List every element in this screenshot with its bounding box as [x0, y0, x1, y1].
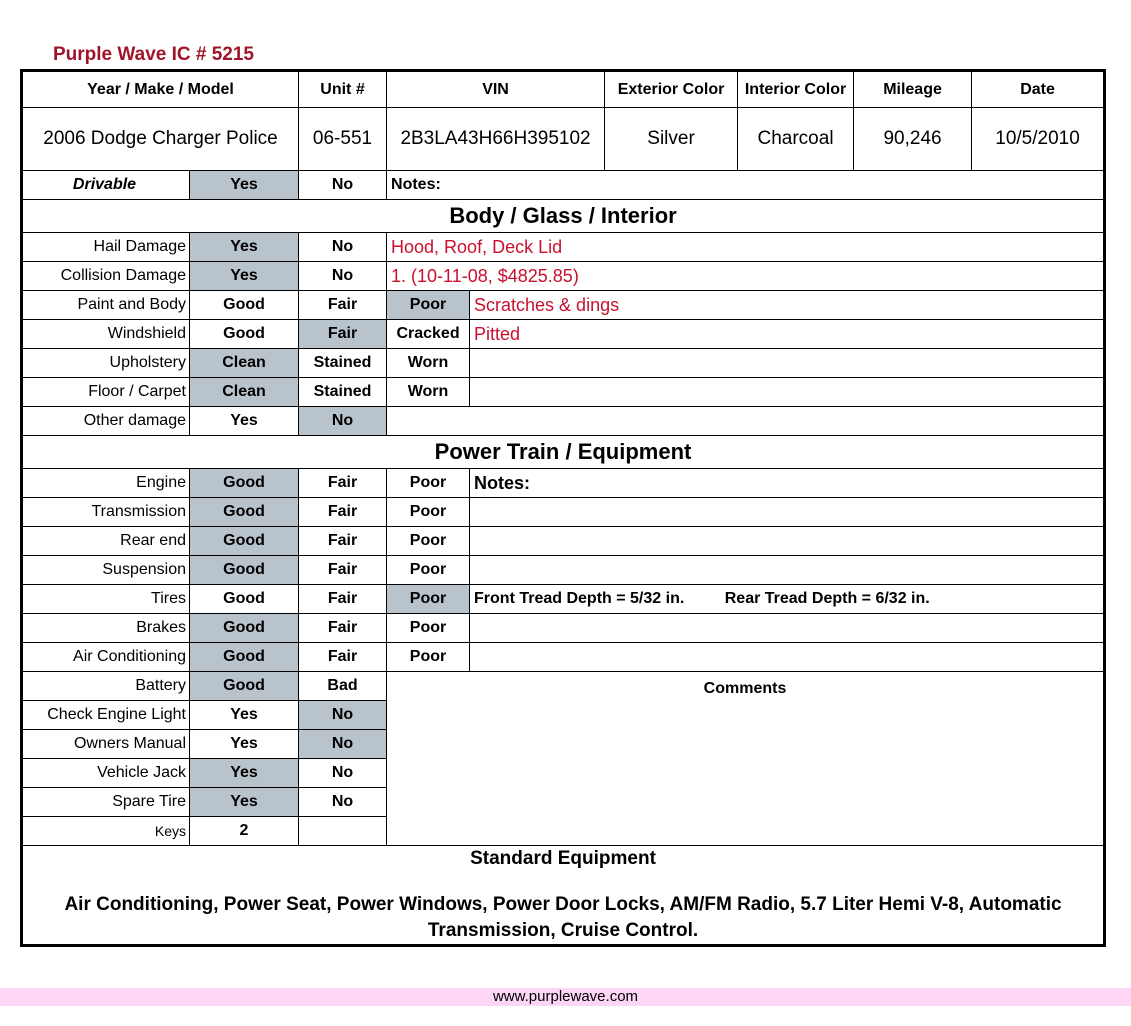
- air-conditioning-good: Good: [190, 643, 299, 672]
- windshield-cracked: Cracked: [387, 320, 470, 349]
- inspection-title: Purple Wave IC # 5215: [53, 44, 255, 65]
- tires-note: [470, 585, 1105, 614]
- floor-carpet-row: [22, 378, 1105, 407]
- air-conditioning-fair: Fair: [299, 643, 387, 672]
- paint-body-poor: Poor: [387, 291, 470, 320]
- body-section-title: Body / Glass / Interior: [22, 200, 1105, 233]
- paint-body-note: Scratches & dings: [470, 291, 1105, 320]
- other-damage-yes: Yes: [190, 407, 299, 436]
- brakes-good: Good: [190, 614, 299, 643]
- vehicle-jack-label: Vehicle Jack: [22, 759, 190, 788]
- transmission-row: [22, 498, 1105, 527]
- owners-manual-no: No: [299, 730, 387, 759]
- power-notes-label: Notes:: [470, 469, 1105, 498]
- brakes-row: [22, 614, 1105, 643]
- vehicle-model: 2006 Dodge Charger Police: [22, 108, 299, 171]
- suspension-label: Suspension: [22, 556, 190, 585]
- header-exterior-color: Exterior Color: [605, 71, 738, 108]
- rear-end-row: [22, 527, 1105, 556]
- air-conditioning-label: Air Conditioning: [22, 643, 190, 672]
- hail-damage-note: Hood, Roof, Deck Lid: [387, 233, 1105, 262]
- air-conditioning-note: [470, 643, 1105, 672]
- engine-label: Engine: [22, 469, 190, 498]
- upholstery-row: [22, 349, 1105, 378]
- transmission-good: Good: [190, 498, 299, 527]
- vehicle-vin: 2B3LA43H66H395102: [387, 108, 605, 171]
- header-interior-color: Interior Color: [738, 71, 854, 108]
- drivable-yes: Yes: [190, 171, 299, 200]
- tires-good: Good: [190, 585, 299, 614]
- windshield-label: Windshield: [22, 320, 190, 349]
- upholstery-worn: Worn: [387, 349, 470, 378]
- floor-carpet-clean: Clean: [190, 378, 299, 407]
- suspension-poor: Poor: [387, 556, 470, 585]
- windshield-note: Pitted: [470, 320, 1105, 349]
- upholstery-note: [470, 349, 1105, 378]
- inspection-form: [20, 69, 1106, 947]
- vehicle-date: 10/5/2010: [972, 108, 1105, 171]
- paint-body-good: Good: [190, 291, 299, 320]
- check-engine-light-yes: Yes: [190, 701, 299, 730]
- rear-end-label: Rear end: [22, 527, 190, 556]
- suspension-fair: Fair: [299, 556, 387, 585]
- floor-carpet-stained: Stained: [299, 378, 387, 407]
- tires-row: [22, 585, 1105, 614]
- collision-damage-note: 1. (10-11-08, $4825.85): [387, 262, 1105, 291]
- drivable-notes: Notes:: [387, 171, 1105, 200]
- header-date: Date: [972, 71, 1105, 108]
- collision-damage-yes: Yes: [190, 262, 299, 291]
- transmission-fair: Fair: [299, 498, 387, 527]
- tires-poor: Poor: [387, 585, 470, 614]
- paint-body-label: Paint and Body: [22, 291, 190, 320]
- rear-end-good: Good: [190, 527, 299, 556]
- battery-bad: Bad: [299, 672, 387, 701]
- rear-end-note: [470, 527, 1105, 556]
- power-section-title: Power Train / Equipment: [22, 436, 1105, 469]
- suspension-row: [22, 556, 1105, 585]
- floor-carpet-worn: Worn: [387, 378, 470, 407]
- power-section-header: [22, 436, 1105, 469]
- rear-tread-depth: Rear Tread Depth = 6/32 in.: [724, 590, 930, 607]
- air-conditioning-poor: Poor: [387, 643, 470, 672]
- engine-good: Good: [190, 469, 299, 498]
- standard-equipment-list: Air Conditioning, Power Seat, Power Windows, Power Door Locks, AM/FM Radio, 5.7 Liter Hemi V-8, Automatic Transmission, Cruise Control.: [64, 894, 1062, 941]
- collision-damage-label: Collision Damage: [22, 262, 190, 291]
- other-damage-no: No: [299, 407, 387, 436]
- header-mileage: Mileage: [854, 71, 972, 108]
- paint-body-fair: Fair: [299, 291, 387, 320]
- floor-carpet-note: [470, 378, 1105, 407]
- hail-damage-label: Hail Damage: [22, 233, 190, 262]
- vehicle-unit: 06-551: [299, 108, 387, 171]
- owners-manual-label: Owners Manual: [22, 730, 190, 759]
- footer-url: www.purplewave.com: [0, 988, 1131, 1006]
- brakes-fair: Fair: [299, 614, 387, 643]
- header-year-make-model: Year / Make / Model: [22, 71, 299, 108]
- drivable-row: [22, 171, 1105, 200]
- brakes-label: Brakes: [22, 614, 190, 643]
- floor-carpet-label: Floor / Carpet: [22, 378, 190, 407]
- windshield-good: Good: [190, 320, 299, 349]
- battery-good: Good: [190, 672, 299, 701]
- vehicle-jack-yes: Yes: [190, 759, 299, 788]
- brakes-note: [470, 614, 1105, 643]
- air-conditioning-row: [22, 643, 1105, 672]
- collision-damage-row: [22, 262, 1105, 291]
- comments-box: Comments: [387, 672, 1105, 846]
- upholstery-label: Upholstery: [22, 349, 190, 378]
- transmission-note: [470, 498, 1105, 527]
- battery-row: [22, 672, 1105, 701]
- paint-body-row: [22, 291, 1105, 320]
- owners-manual-yes: Yes: [190, 730, 299, 759]
- engine-poor: Poor: [387, 469, 470, 498]
- spare-tire-label: Spare Tire: [22, 788, 190, 817]
- rear-end-poor: Poor: [387, 527, 470, 556]
- engine-fair: Fair: [299, 469, 387, 498]
- vehicle-jack-no: No: [299, 759, 387, 788]
- brakes-poor: Poor: [387, 614, 470, 643]
- vehicle-values-row: [22, 108, 1105, 171]
- hail-damage-yes: Yes: [190, 233, 299, 262]
- collision-damage-no: No: [299, 262, 387, 291]
- keys-blank: [299, 817, 387, 846]
- tires-fair: Fair: [299, 585, 387, 614]
- rear-end-fair: Fair: [299, 527, 387, 556]
- transmission-label: Transmission: [22, 498, 190, 527]
- spare-tire-no: No: [299, 788, 387, 817]
- header-unit: Unit #: [299, 71, 387, 108]
- spare-tire-yes: Yes: [190, 788, 299, 817]
- standard-equipment-row: [22, 846, 1105, 946]
- transmission-poor: Poor: [387, 498, 470, 527]
- battery-label: Battery: [22, 672, 190, 701]
- suspension-good: Good: [190, 556, 299, 585]
- upholstery-clean: Clean: [190, 349, 299, 378]
- vehicle-interior-color: Charcoal: [738, 108, 854, 171]
- suspension-note: [470, 556, 1105, 585]
- vehicle-exterior-color: Silver: [605, 108, 738, 171]
- vehicle-header-row: [22, 71, 1105, 108]
- engine-row: [22, 469, 1105, 498]
- standard-equipment-title: Standard Equipment: [470, 848, 656, 869]
- drivable-label: Drivable: [22, 171, 190, 200]
- tires-label: Tires: [22, 585, 190, 614]
- drivable-no: No: [299, 171, 387, 200]
- other-damage-row: [22, 407, 1105, 436]
- vehicle-mileage: 90,246: [854, 108, 972, 171]
- body-section-header: [22, 200, 1105, 233]
- windshield-fair: Fair: [299, 320, 387, 349]
- other-damage-label: Other damage: [22, 407, 190, 436]
- keys-label: Keys: [22, 817, 190, 846]
- header-vin: VIN: [387, 71, 605, 108]
- windshield-row: [22, 320, 1105, 349]
- check-engine-light-no: No: [299, 701, 387, 730]
- hail-damage-row: [22, 233, 1105, 262]
- front-tread-depth: Front Tread Depth = 5/32 in.: [474, 590, 685, 607]
- standard-equipment: [22, 846, 1105, 946]
- hail-damage-no: No: [299, 233, 387, 262]
- keys-value: 2: [190, 817, 299, 846]
- upholstery-stained: Stained: [299, 349, 387, 378]
- other-damage-note: [387, 407, 1105, 436]
- check-engine-light-label: Check Engine Light: [22, 701, 190, 730]
